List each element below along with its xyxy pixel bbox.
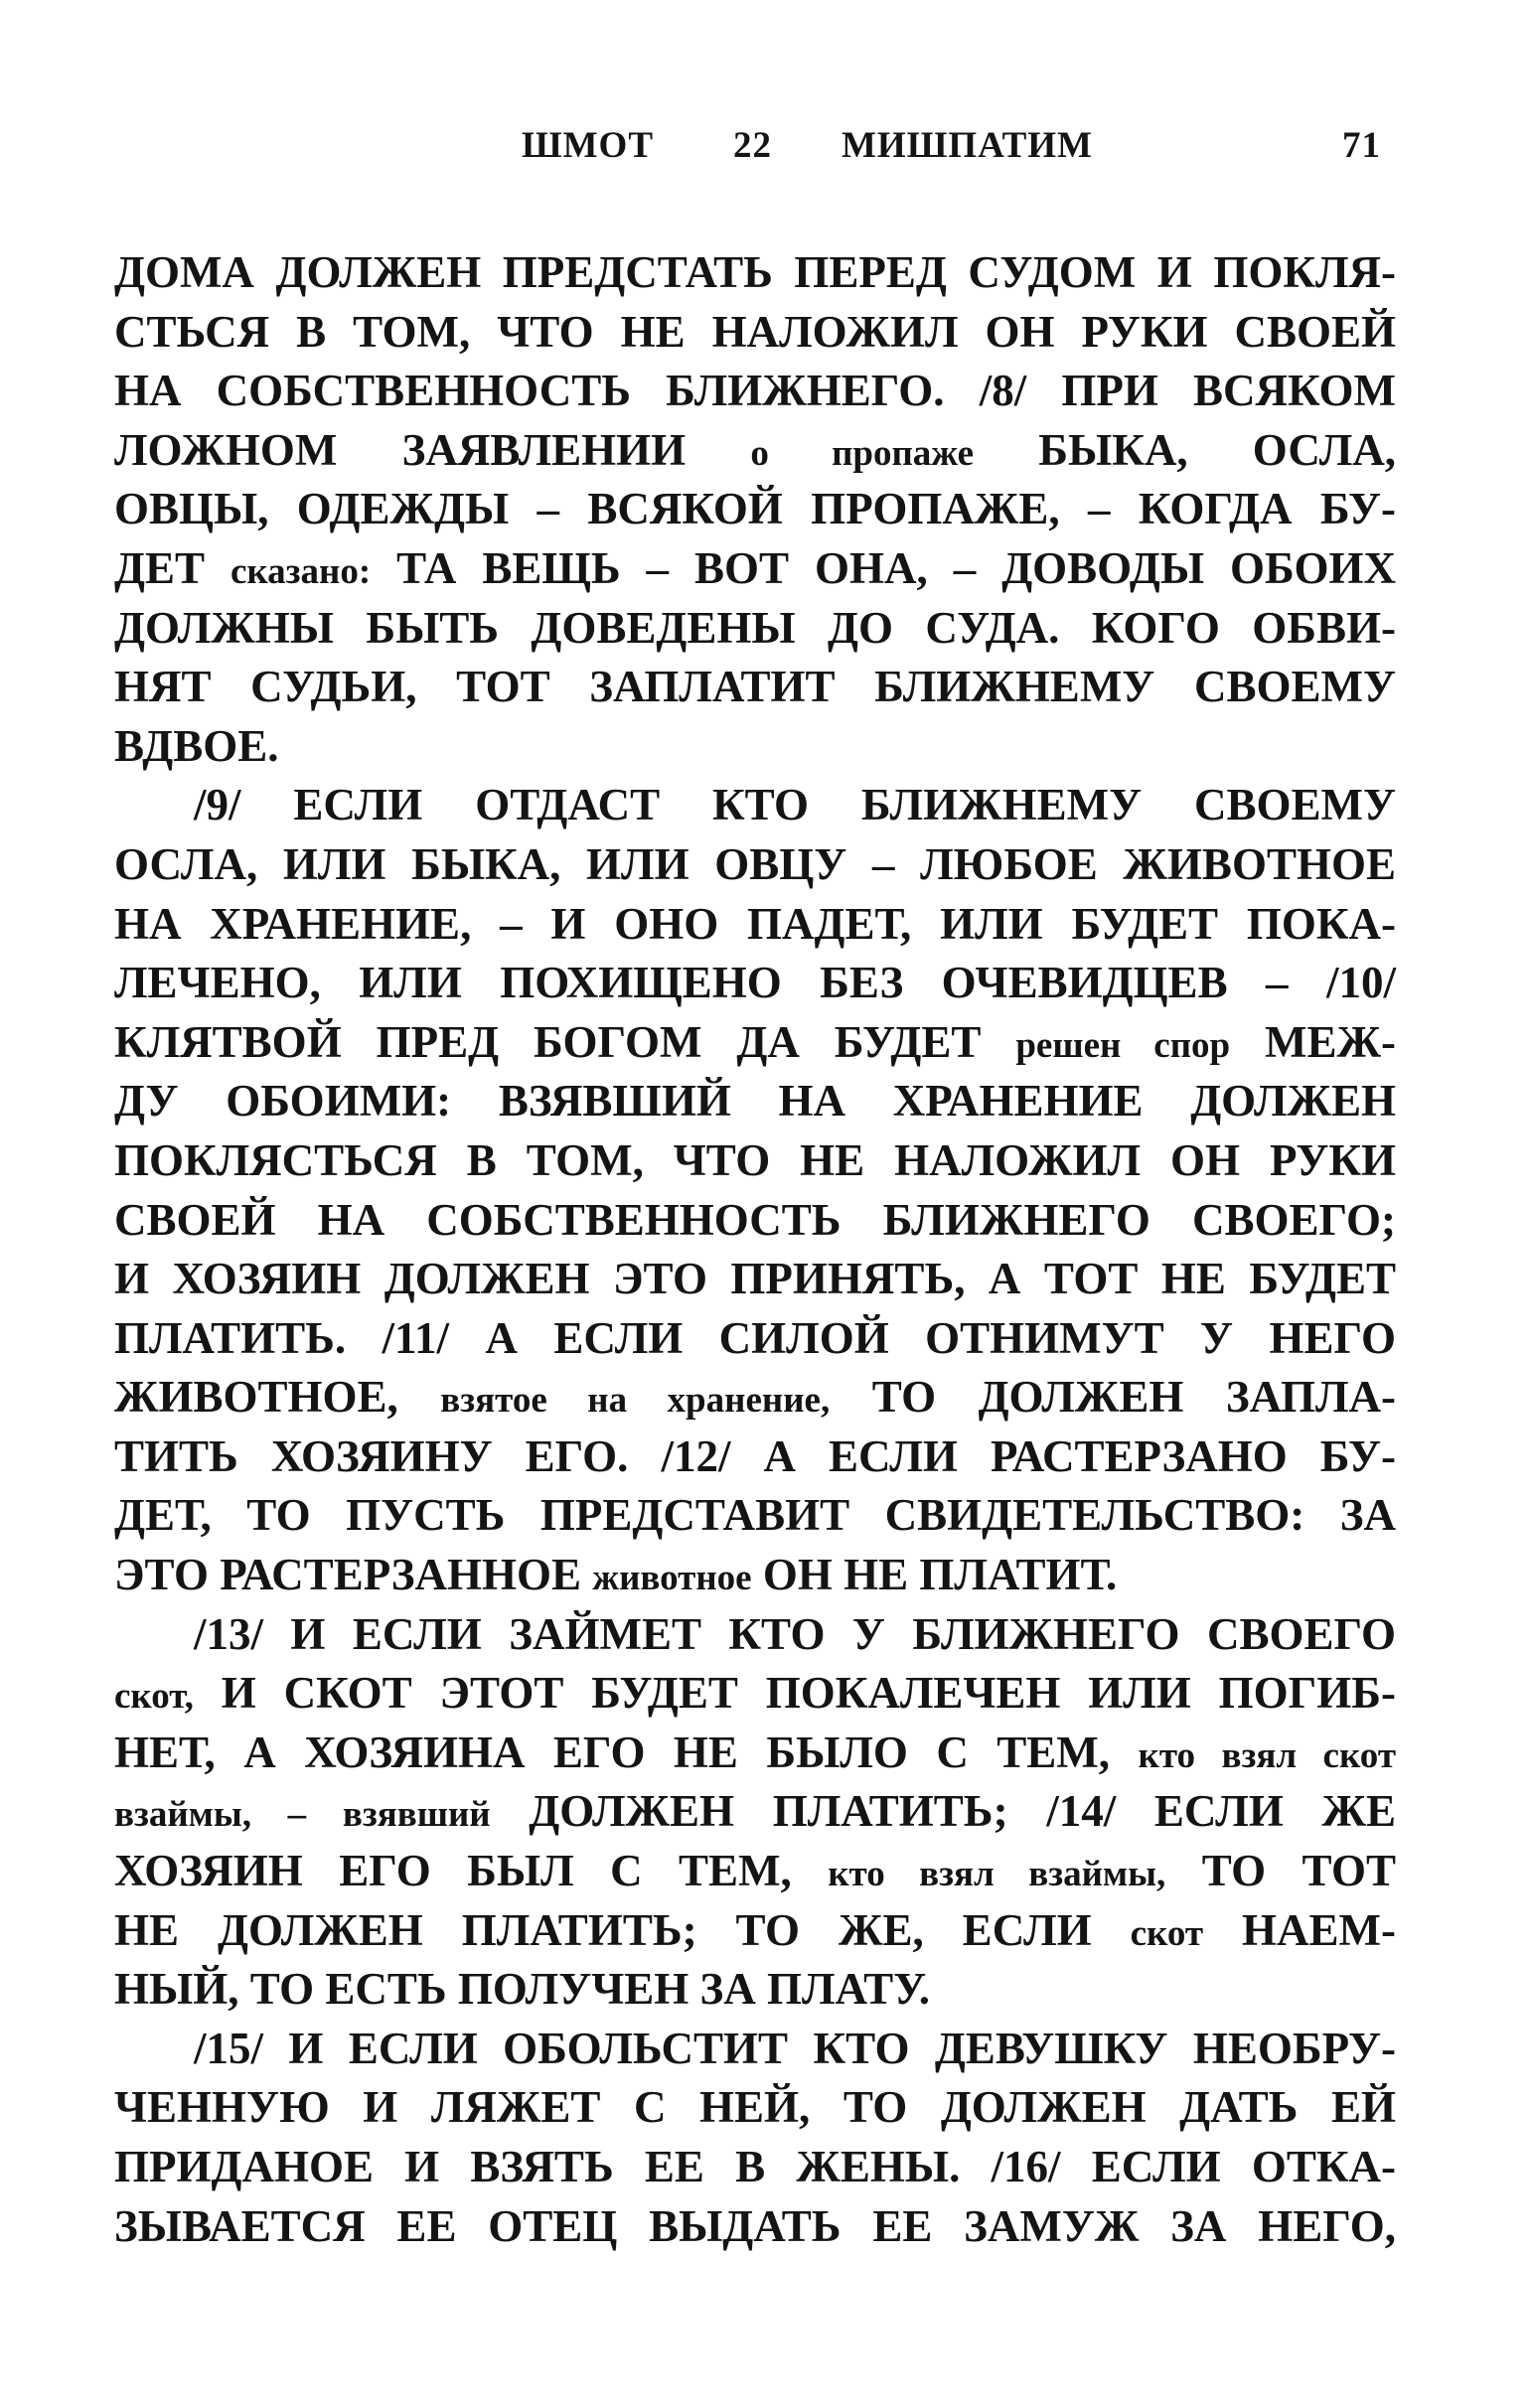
inserted-gloss: о пропаже bbox=[750, 432, 975, 474]
text-line bbox=[114, 776, 1396, 835]
text-segment: ЭТО РАСТЕРЗАННОЕ bbox=[114, 1550, 593, 1600]
text-segment: /9/ ЕСЛИ ОТДАСТ КТО БЛИЖНЕМУ СВОЕМУ bbox=[194, 780, 1396, 830]
text-line bbox=[114, 717, 1396, 777]
text-line bbox=[114, 1724, 1396, 1783]
text-segment: ОСЛА, ИЛИ БЫКА, ИЛИ ОВЦУ – ЛЮБОЕ ЖИВОТНОЕ bbox=[114, 838, 1396, 889]
text-line bbox=[114, 1013, 1396, 1073]
text-segment: СВОЕЙ НА СОБСТВЕННОСТЬ БЛИЖНЕГО СВОЕГО; bbox=[114, 1194, 1396, 1245]
text-line bbox=[114, 1072, 1396, 1131]
text-line bbox=[114, 421, 1396, 481]
text-segment: НЕ ДОЛЖЕН ПЛАТИТЬ; ТО ЖЕ, ЕСЛИ bbox=[114, 1904, 1131, 1955]
inserted-gloss: решен спор bbox=[1015, 1024, 1231, 1066]
text-line bbox=[114, 1191, 1396, 1251]
text-segment: ХОЗЯИН ЕГО БЫЛ С ТЕМ, bbox=[114, 1846, 829, 1896]
text-segment: ПОКЛЯСТЬСЯ В ТОМ, ЧТО НЕ НАЛОЖИЛ ОН РУКИ bbox=[114, 1134, 1396, 1185]
text-line bbox=[114, 895, 1396, 955]
text-segment: ВДВОЕ. bbox=[114, 720, 279, 771]
text-line bbox=[114, 2078, 1396, 2138]
book-title: ШМОТ bbox=[522, 125, 655, 166]
body-text bbox=[114, 243, 1396, 2256]
text-segment: ОВЦЫ, ОДЕЖДЫ – ВСЯКОЙ ПРОПАЖЕ, – КОГДА БУ- bbox=[114, 484, 1396, 534]
text-segment: НАЕМ- bbox=[1203, 1904, 1396, 1955]
text-line bbox=[114, 303, 1396, 363]
text-segment: ЧЕННУЮ И ЛЯЖЕТ С НЕЙ, ТО ДОЛЖЕН ДАТЬ ЕЙ bbox=[114, 2082, 1396, 2133]
text-segment: ЛЕЧЕНО, ИЛИ ПОХИЩЕНО БЕЗ ОЧЕВИДЦЕВ – /10/ bbox=[114, 958, 1396, 1008]
text-line bbox=[114, 2197, 1396, 2257]
text-line bbox=[114, 835, 1396, 895]
text-line bbox=[114, 1664, 1396, 1724]
text-segment: ДЕТ, ТО ПУСТЬ ПРЕДСТАВИТ СВИДЕТЕЛЬСТВО: ЗА bbox=[114, 1490, 1396, 1541]
text-line bbox=[114, 1309, 1396, 1369]
text-line bbox=[114, 1428, 1396, 1487]
text-line bbox=[114, 1605, 1396, 1665]
inserted-gloss: скот, bbox=[114, 1676, 194, 1718]
chapter-number: 22 bbox=[733, 125, 772, 166]
running-header bbox=[0, 124, 1533, 184]
text-line bbox=[114, 2020, 1396, 2079]
text-segment: КЛЯТВОЙ ПРЕД БОГОМ ДА БУДЕТ bbox=[114, 1016, 1016, 1067]
text-line bbox=[114, 658, 1396, 717]
text-segment: ДОМА ДОЛЖЕН ПРЕДСТАТЬ ПЕРЕД СУДОМ И ПОКЛЯ- bbox=[114, 247, 1396, 297]
text-segment: БЫКА, ОСЛА, bbox=[974, 424, 1396, 475]
text-segment: НЫЙ, ТО ЕСТЬ ПОЛУЧЕН ЗА ПЛАТУ. bbox=[114, 1964, 931, 2015]
text-segment: ДУ ОБОИМИ: ВЗЯВШИЙ НА ХРАНЕНИЕ ДОЛЖЕН bbox=[114, 1076, 1396, 1127]
inserted-gloss: животное bbox=[592, 1558, 752, 1599]
text-segment: ЗЫВАЕТСЯ ЕЕ ОТЕЦ ВЫДАТЬ ЕЕ ЗАМУЖ ЗА НЕГО, bbox=[114, 2200, 1396, 2251]
text-line bbox=[114, 2138, 1396, 2197]
text-line bbox=[114, 1368, 1396, 1428]
text-segment: НА СОБСТВЕННОСТЬ БЛИЖНЕГО. /8/ ПРИ ВСЯКОМ bbox=[114, 366, 1396, 416]
inserted-gloss: взятое на хранение, bbox=[440, 1380, 831, 1422]
portion-title: МИШПАТИМ bbox=[842, 125, 1093, 166]
text-line bbox=[114, 480, 1396, 539]
inserted-gloss: кто взял взаймы, bbox=[828, 1854, 1166, 1895]
text-line bbox=[114, 243, 1396, 303]
text-segment: ЖИВОТНОЕ, bbox=[114, 1372, 441, 1423]
inserted-gloss: скот bbox=[1130, 1912, 1204, 1954]
text-line bbox=[114, 1131, 1396, 1191]
text-line bbox=[114, 1250, 1396, 1309]
text-segment: ТО ТОТ bbox=[1165, 1846, 1396, 1896]
text-segment: ТИТЬ ХОЗЯИНУ ЕГО. /12/ А ЕСЛИ РАСТЕРЗАНО БУ- bbox=[114, 1430, 1396, 1481]
text-segment: /15/ И ЕСЛИ ОБОЛЬСТИТ КТО ДЕВУШКУ НЕОБРУ- bbox=[194, 2023, 1396, 2073]
text-segment: ОН НЕ ПЛАТИТ. bbox=[751, 1550, 1118, 1600]
text-segment: ДОЛЖЕН ПЛАТИТЬ; /14/ ЕСЛИ ЖЕ bbox=[490, 1786, 1397, 1837]
text-segment: ДЕТ bbox=[114, 542, 230, 593]
text-segment: МЕЖ- bbox=[1230, 1016, 1396, 1067]
text-segment: ТО ДОЛЖЕН ЗАПЛА- bbox=[830, 1372, 1396, 1423]
text-segment: И СКОТ ЭТОТ БУДЕТ ПОКАЛЕЧЕН ИЛИ ПОГИБ- bbox=[193, 1668, 1396, 1719]
text-line bbox=[114, 1782, 1396, 1842]
text-line bbox=[114, 1842, 1396, 1901]
text-line bbox=[114, 599, 1396, 659]
text-segment: НЯТ СУДЬИ, ТОТ ЗАПЛАТИТ БЛИЖНЕМУ СВОЕМУ bbox=[114, 662, 1396, 712]
text-segment: ПРИДАНОЕ И ВЗЯТЬ ЕЕ В ЖЕНЫ. /16/ ЕСЛИ ОТКА- bbox=[114, 2142, 1396, 2191]
text-segment: /13/ И ЕСЛИ ЗАЙМЕТ КТО У БЛИЖНЕГО СВОЕГО bbox=[194, 1608, 1396, 1659]
text-line bbox=[114, 362, 1396, 421]
text-line bbox=[114, 1960, 1396, 2020]
text-line bbox=[114, 1486, 1396, 1546]
text-segment: И ХОЗЯИН ДОЛЖЕН ЭТО ПРИНЯТЬ, А ТОТ НЕ БУДЕТ bbox=[114, 1254, 1396, 1304]
text-segment: НЕТ, А ХОЗЯИНА ЕГО НЕ БЫЛО С ТЕМ, bbox=[114, 1727, 1139, 1777]
text-segment: СТЬСЯ В ТОМ, ЧТО НЕ НАЛОЖИЛ ОН РУКИ СВОЕЙ bbox=[114, 306, 1396, 357]
text-segment: НА ХРАНЕНИЕ, – И ОНО ПАДЕТ, ИЛИ БУДЕТ ПОКА- bbox=[114, 898, 1396, 949]
text-line bbox=[114, 954, 1396, 1013]
text-segment: ДОЛЖНЫ БЫТЬ ДОВЕДЕНЫ ДО СУДА. КОГО ОБВИ- bbox=[114, 602, 1396, 653]
page-number: 71 bbox=[1342, 125, 1381, 166]
text-line bbox=[114, 539, 1396, 599]
inserted-gloss: сказано: bbox=[230, 550, 372, 592]
text-segment: ТА ВЕЩЬ – ВОТ ОНА, – ДОВОДЫ ОБОИХ bbox=[371, 542, 1396, 593]
inserted-gloss: кто взял скот bbox=[1138, 1734, 1396, 1776]
text-segment: ЛОЖНОМ ЗАЯВЛЕНИИ bbox=[114, 424, 751, 475]
text-segment: ПЛАТИТЬ. /11/ А ЕСЛИ СИЛОЙ ОТНИМУТ У НЕГО bbox=[114, 1312, 1396, 1363]
text-line bbox=[114, 1901, 1396, 1961]
text-line bbox=[114, 1546, 1396, 1605]
inserted-gloss: взаймы, – взявший bbox=[114, 1794, 491, 1836]
